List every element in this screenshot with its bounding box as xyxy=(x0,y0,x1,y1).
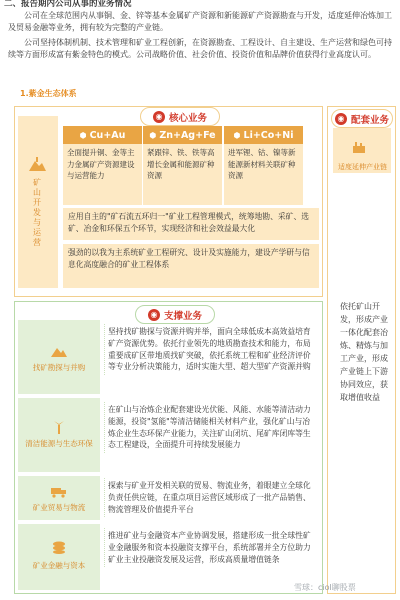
clean-energy-tile xyxy=(18,398,100,472)
factory-icon xyxy=(352,140,366,154)
supporting-business-title xyxy=(331,109,393,128)
core-band-management: 应用自主的"矿石流五环归一"矿业工程管理模式，统筹地勘、采矿、选矿、冶金和环保五个环节，实现经济和社会效益最大化 xyxy=(63,208,319,240)
card-text: 全面提升铜、金等主力金属矿产资源建设与运营能力 xyxy=(67,148,135,180)
watermark-text: 雪球：ciol聊股票 xyxy=(294,583,356,592)
support-business-icon: ◉ xyxy=(148,309,160,321)
clean-energy-text: 在矿山与冶炼企业配套建设光伏能、风能、水能等清洁动力能源，投资"氢能"等清洁储能相关材料产业，强化矿山与冶炼企业生态环保产业能力，关注矿山闭坑、尾矿库闭库等生态工程建设，全面提升可持续发展能力 xyxy=(104,402,318,453)
extend-chain-description: 依托矿山开发，形成产业一体化配套冶炼、精炼与加工产业，形成产业链上下游协同效应，获取增值收益 xyxy=(340,302,388,402)
truck-icon xyxy=(50,484,68,498)
finance-capital-label: 矿业金融与资本 xyxy=(32,561,86,570)
trade-logistics-label: 矿业贸易与物流 xyxy=(32,503,86,512)
section-title: 1.紫金生态体系 xyxy=(20,89,77,98)
coins-icon xyxy=(50,540,68,554)
card-zn-ag-fe xyxy=(143,126,222,205)
core-business-label: 核心业务 xyxy=(168,112,207,124)
trade-logistics-tile xyxy=(18,476,100,520)
card-li-co-ni xyxy=(224,126,303,205)
trade-logistics-text: 探索与矿业开发相关联的贸易、物流业务，着眼建立全球化负责任供应链，在重点项目运营区域形成了一批产品销售、物流管理及价值提升平台 xyxy=(104,478,318,517)
extend-chain-label: 适度延伸产业链 xyxy=(338,163,387,171)
support-business-title xyxy=(135,305,215,324)
report-heading: 二、报告期内公司从事的业务情况 xyxy=(4,0,132,9)
supporting-business-icon: ◉ xyxy=(335,113,347,125)
supporting-business-label: 配套业务 xyxy=(350,114,389,126)
mine-development-label: 矿山开发与运营 xyxy=(33,178,41,247)
wind-turbine-icon xyxy=(50,420,68,434)
card-text: 进军锂、钴、镍等新能源新材料关联矿种资源 xyxy=(228,148,296,180)
metal-icon: ⬢ xyxy=(149,130,157,140)
core-band-engineering: 强劲的以我为主系统矿业工程研究、设计及实施能力，建设产学研与信息化高度融合的矿业工程体系 xyxy=(63,244,319,288)
card-cu-au xyxy=(63,126,142,205)
exploration-text: 坚持找矿勘探与资源并购并举，面向全球低成本高效益培育矿产资源优势。依托行业领先的地质勘查技术和能力，布局重要成矿区带地质找矿突破，依托系统工程和矿业经济评价等专业分析决策能力，适时实施大型、超大型矿产资源并购 xyxy=(104,324,318,375)
finance-capital-tile xyxy=(18,524,100,590)
card-tag: Zn+Ag+Fe xyxy=(159,129,216,141)
intro-paragraph-1: 公司在全球范围内从事铜、金、锌等基本金属矿产资源和新能源矿产资源勘查与开发，适度延伸冶炼加工及贸易金融等业务，拥有较为完整的产业链。 xyxy=(8,11,392,32)
intro-paragraph-2: 公司坚持体制机制、技术管理和矿业工程创新，在资源勘查、工程设计、自主建设、生产运营和绿色可持续等方面形成富有紫金特色的模式。公司战略价值、社会价值、投资价值和品牌价值获得行业高度认可。 xyxy=(8,38,392,59)
card-tag: Li+Co+Ni xyxy=(243,129,294,141)
metal-icon: ⬢ xyxy=(79,130,87,140)
exploration-tile xyxy=(18,320,100,394)
mine-icon xyxy=(27,156,47,172)
clean-energy-label: 清洁能源与生态环保 xyxy=(25,439,93,448)
core-business-icon: ◉ xyxy=(153,111,165,123)
exploration-label: 找矿勘探与并购 xyxy=(32,363,86,372)
metal-icon: ⬢ xyxy=(233,130,241,140)
core-business-title xyxy=(140,107,220,126)
finance-capital-text: 推进矿业与金融资本产业协调发展，搭建形成一批全球性矿业金融服务和资本投融资支撑平台，系统部署并全方位助力矿业主业投融资发展及运营，形成高质量增值链条 xyxy=(104,528,318,567)
support-business-label: 支撑业务 xyxy=(163,310,202,322)
exploration-icon xyxy=(50,344,68,358)
card-text: 紧跟锌、铁、铁等高增长金属和能源矿种资源 xyxy=(147,148,215,180)
card-tag: Cu+Au xyxy=(89,129,126,141)
